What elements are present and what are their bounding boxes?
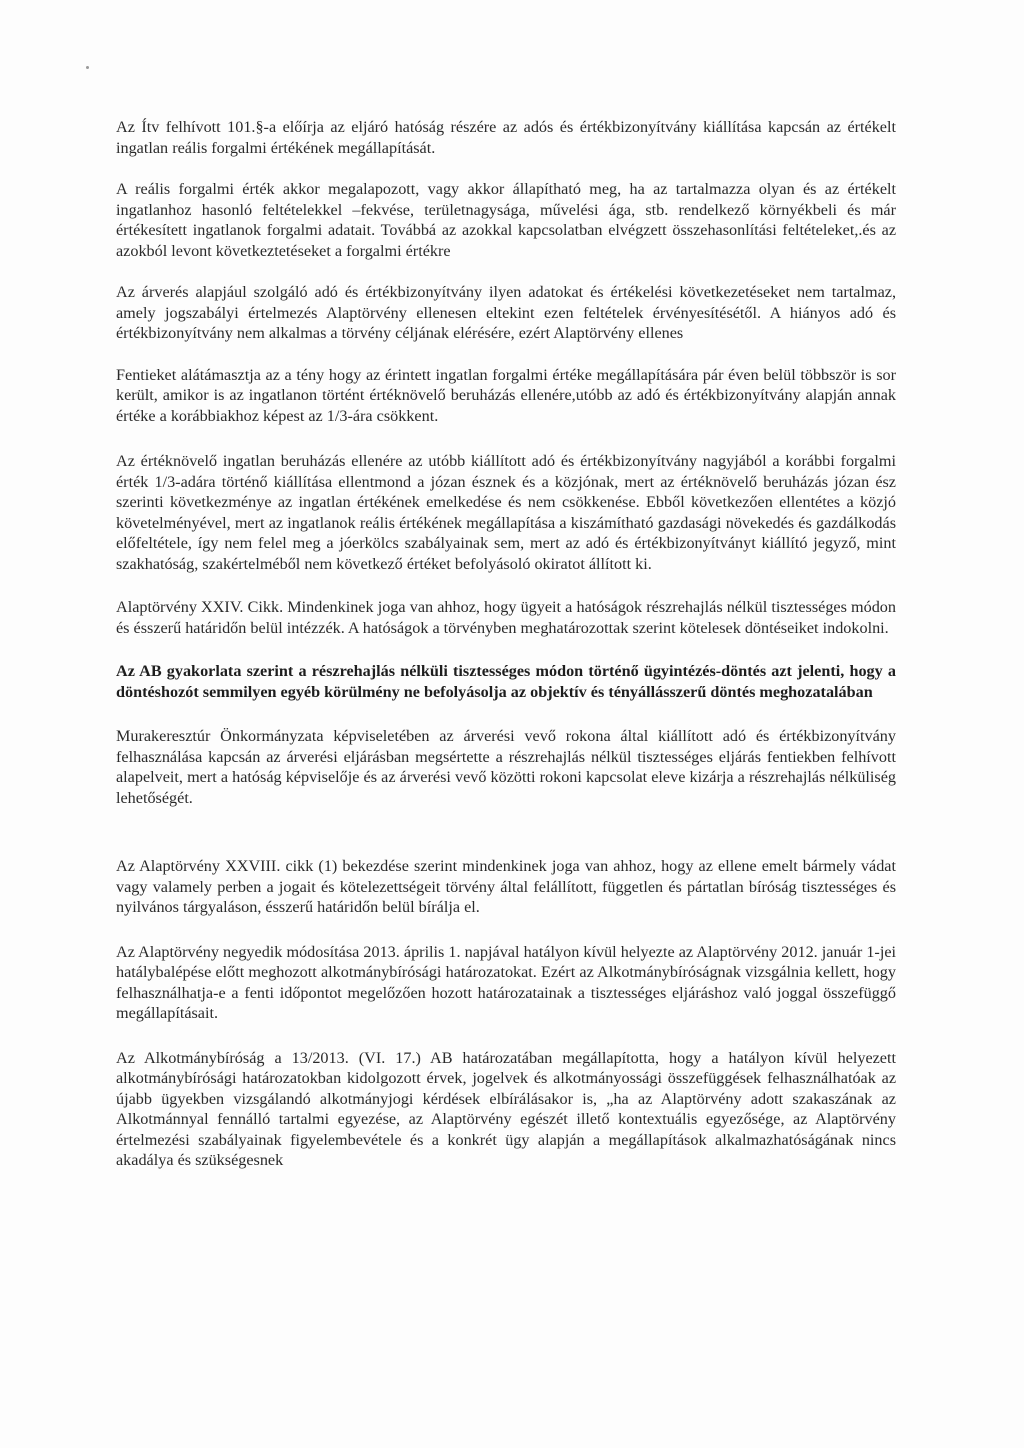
- paragraph-ab-gyakorlata: Az AB gyakorlata szerint a részrehajlás nélküli tisztességes módon történő ügyintézés-döntés azt jelenti, hogy a döntéshozót semmilyen egyéb körülmény ne befolyásolja az objektív és tényállásszerű döntés meghozatalában: [116, 662, 896, 701]
- document-body: [116, 117, 896, 1171]
- paragraph-itv-101: Az Ítv felhívott 101.§-a előírja az eljáró hatóság részére az adós és értékbizonyítvány kiállítása kapcsán az értékelt ingatlan reális forgalmi értékének megállapítását.: [116, 118, 896, 157]
- paragraph-fentieket-alatamasztja: Fentieket alátámasztja az a tény hogy az érintett ingatlan forgalmi értéke megállapítására pár éven belül többször is sor került, amikor is az ingatlanon történt értéknövelő beruházás ellenére,utóbb az adó és értékbizonyítvány alapján annak értéke a korábbiakhoz képest az 1/3-ára csökkent.: [116, 365, 896, 425]
- paragraph-realis-forgalmi-ertek: A reális forgalmi érték akkor megalapozott, vagy akkor állapítható meg, ha az tartalmazza olyan és az értékelt ingatlanhoz hasonló feltételekkel –fekvése, területnagysága, művelési ága, stb. rendelkező környékbeli és már értékesített ingatlanok forgalmi adatait. Továbbá az azokkal kapcsolatban elvégzett összehasonlítási feltételeket,.és az azokból levont következtetéseket a forgalmi értékre: [116, 180, 896, 260]
- paragraph-ab-13-2013: Az Alkotmánybíróság a 13/2013. (VI. 17.) AB határozatában megállapította, hogy a hatályon kívül helyezett alkotmánybírósági határozatokban kidolgozott érvek, jogelvek és alkotmányossági összefüggések felhasználhatóak az újabb ügyekben vizsgálandó alkotmányjogi kérdések elbírálásakor is, „ha az Alaptörvény adott szakaszának az Alkotmánnyal fennálló tartalmi egyezése, az Alaptörvény egészét illető kontextuális egyezősége, az Alaptörvény értelmezési szabályainak figyelembevétele és a konkrét ügy alapján a megállapítások alkalmazhatóságának nincs akadálya és szükségesnek: [116, 1048, 896, 1169]
- paragraph-murakeresztur: Murakeresztúr Önkormányzata képviseletében az árverési vevő rokona által kiállított adó és értékbizonyítvány felhasználása kapcsán az árverési eljárásban megsértette a részrehajlás nélkül tisztességes eljárás fentiekben felhívott alapelveit, mert a hatóság képviselője és az árverési vevő közötti rokoni kapcsolat eleve kizárja a részrehajlás nélküliség lehetőségét.: [116, 727, 896, 807]
- paragraph-negyedik-modositas: Az Alaptörvény negyedik módosítása 2013. április 1. napjával hatályon kívül helyezte az Alaptörvény 2012. január 1-jei hatálybalépése előtt meghozott alkotmánybírósági határozatokat. Ezért az Alkotmánybíróságnak vizsgálnia kellett, hogy felhasználhatja-e a fenti időpontot megelőzően hozott határozatainak a tisztességes eljáráshoz való joggal összefüggő megállapításait.: [116, 942, 896, 1022]
- paragraph-arveres-alapjaul: Az árverés alapjául szolgáló adó és értékbizonyítvány ilyen adatokat és értékelési következetéseket nem tartalmaz, amely jogszabályi értelmezés Alaptörvény ellenesen eltekint ezen feltételek érvényesítésétől. A hiányos adó és értékbizonyítvány nem alkalmas a törvény céljának elérésére, ezért Alaptörvény ellenes: [116, 283, 896, 342]
- paragraph-alaptorveny-xxiv: Alaptörvény XXIV. Cikk. Mindenkinek joga van ahhoz, hogy ügyeit a hatóságok részrehajlás nélkül tisztességes módon és ésszerű határidőn belül intézzék. A hatóságok a törvényben meghatározottak szerint kötelesek döntéseiket indokolni.: [116, 598, 896, 637]
- paragraph-alaptorveny-xxviii: Az Alaptörvény XXVIII. cikk (1) bekezdése szerint mindenkinek joga van ahhoz, hogy az ellene emelt bármely vádat vagy valamely perben a jogait és kötelezettségeit törvény által felállított, független és pártatlan bíróság tisztességes és nyilvános tárgyaláson, ésszerű határidőn belül bírálja el.: [116, 857, 896, 916]
- paragraph-ertek-novelo-beruhazas: Az értéknövelő ingatlan beruházás ellenére az utóbb kiállított adó és értékbizonyítvány nagyjából a korábbi forgalmi érték 1/3-adára történő kiállítása ellentmond a józan észnek és a közjónak, mert az értéknövelő beruházás józan ész szerinti következménye az ingatlan értékének emelkedése és nem csökkenése. Ebből következően ellentétes a közjó követelményével, mert az ingatlanok reális értékének megállapítása a kiszámítható gazdasági növekedés és gazdálkodás előfeltétele, így nem felel meg a jóerkölcs szabályainak sem, mert az adó és értékbizonyítványt kiállító jegyző, mint szakhatóság, szakértelméből nem következő értéket befolyásoló okiratot állított ki.: [116, 452, 896, 573]
- scan-speck: [86, 66, 89, 69]
